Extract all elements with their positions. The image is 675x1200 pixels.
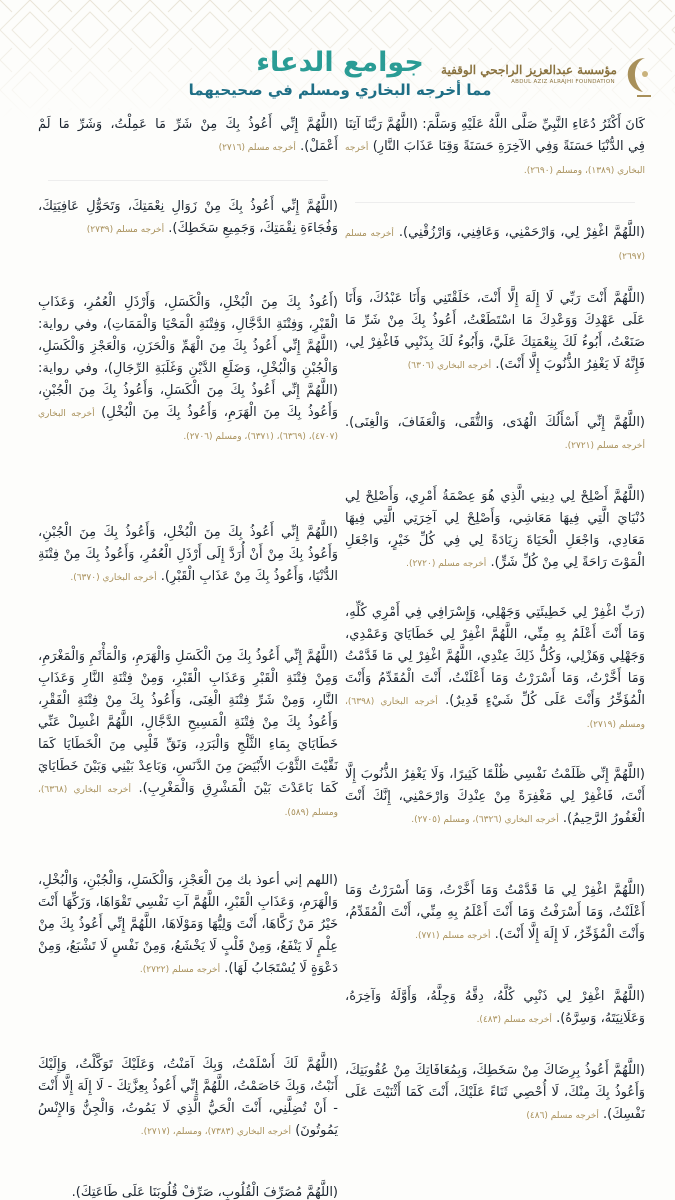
hadith-source: أخرجه البخاري (١٣٨٩)، ومسلم (٢٦٩٠). bbox=[345, 143, 645, 176]
dua-block bbox=[345, 114, 645, 202]
hadith-source: أخرجه البخاري (٦٣٢٦)، ومسلم (٢٧٠٥). bbox=[411, 815, 559, 825]
hadith-source: أخرجه البخاري (٦٣٧٠). bbox=[70, 573, 157, 583]
dua-block bbox=[38, 1176, 338, 1200]
dua-text: (اللهم إني أعوذ بك مِنَ الْعَجْزِ، وَالْكَسَلِ، وَالْجُبْنِ، وَالْبُخْلِ، وَالْهَرَمِ، وَعَذَابِ الْقَبْرِ، اللَّهُمَّ آتِ نَفْسِي تَقْوَاهَا، وَزَكِّهَا أَنْتَ خَيْرُ مَنْ زَكَّاهَا، أَنْتَ وَلِيُّهَا وَمَوْلَاهَا، اللَّهُمَّ إِنِّي أَعُوذُ بِكَ مِنْ عِلْمٍ لَا يَنْفَعُ، وَمِنْ قَلْبٍ لَا يَخْشَعُ، وَمِنْ نَفْسٍ لَا تَشْبَعُ، وَمِنْ دَعْوَةٍ لَا يُسْتَجَابُ لَهَا). bbox=[38, 873, 338, 976]
hadith-source: أخرجه مسلم (٢٧٢٠). bbox=[406, 559, 487, 569]
dua-text: كَانَ أَكْثَرُ دُعَاءِ النَّبِيِّ صَلَّى اللَّهُ عَلَيْهِ وَسَلَّمَ: (اللَّهُمَّ رَبَّنَا آتِنَا فِي الدُّنْيَا حَسَنَةً وَفِي الآخِرَةِ حَسَنَةً وَقِنَا عَذَابَ النَّارِ) bbox=[345, 117, 645, 154]
dua-text: (اللَّهُمَّ اغْفِرْ لِي، وَارْحَمْنِي، وَعَافِنِي، وَارْزُقْنِي). bbox=[398, 225, 645, 240]
dua-block bbox=[38, 512, 338, 634]
dua-block bbox=[38, 282, 338, 512]
dua-text: (رَبِّ اغْفِرْ لِي خَطِيئَتِي وَجَهْلِي، وَإِسْرَافِي فِي أَمْرِي كُلِّهِ، وَمَا أَنْتَ أَعْلَمُ بِهِ مِنِّي، اللَّهُمَّ اغْفِرْ لِي خَطَايَايَ وَعَمْدِي، وَجَهْلِي وَهَزْلِي، وَكُلُّ ذَلِكَ عِنْدِي، اللَّهُمَّ اغْفِرْ لِي مَا قَدَّمْتُ وَمَا أَخَّرْتُ، وَمَا أَسْرَرْتُ وَمَا أَعْلَنْتُ، أَنْتَ الْمُقَدِّمُ وَأَنْتَ الْمُؤَخِّرُ وَأَنْتَ عَلَى كُلِّ شَيْءٍ قَدِيرٌ). bbox=[345, 605, 645, 708]
dua-text: (اللَّهُمَّ أَنْتَ رَبِّي لَا إِلَهَ إِلَّا أَنْتَ، خَلَقْتَنِي وَأَنَا عَبْدُكَ، وَأَنَا عَلَى عَهْدِكَ وَوَعْدِكَ مَا اسْتَطَعْتُ، أَعُوذُ بِكَ مِنْ شَرِّ مَا صَنَعْتُ، أَبُوءُ لَكَ بِنِعْمَتِكَ عَلَيَّ، وَأَبُوءُ لَكَ بِذَنْبِي فَاغْفِرْ لِي، فَإِنَّهُ لَا يَغْفِرُ الذُّنُوبَ إِلَّا أَنْتَ). bbox=[345, 291, 645, 372]
hadith-source: أخرجه البخاري (٦٣٩٨)، ومسلم (٢٧١٩). bbox=[345, 697, 645, 730]
dua-text: (اللَّهُمَّ إِنِّي أَعُوذُ بِكَ مِنَ الْكَسَلِ وَالْهَرَمِ، وَالْمَأْثَمِ وَالْمَغْرَمِ، وَمِنْ فِتْنَةِ الْقَبْرِ وَعَذَابِ الْقَبْرِ، وَمِنْ فِتْنَةِ النَّارِ وَعَذَابِ النَّارِ، وَمِنْ شَرِّ فِتْنَةِ الْغِنَى، وَأَعُوذُ بِكَ مِنْ فِتْنَةِ الْفَقْرِ، وَأَعُوذُ بِكَ مِنْ فِتْنَةِ الْمَسِيحِ الدَّجَّالِ، اللَّهُمَّ اغْسِلْ عَنِّي خَطَايَايَ بِمَاءِ الثَّلْجِ وَالْبَرَدِ، وَنَقِّ قَلْبِي مِنَ الْخَطَايَا كَمَا نَقَّيْتَ الثَّوْبَ الأَبْيَضَ مِنَ الدَّنَسِ، وَبَاعِدْ بَيْنِي وَبَيْنَ خَطَايَايَ كَمَا بَاعَدْتَ بَيْنَ الْمَشْرِقِ وَالْمَغْرِبِ). bbox=[38, 649, 338, 796]
dua-block bbox=[38, 1044, 338, 1176]
hadith-source: أخرجه مسلم (٢٧٢١). bbox=[564, 441, 645, 451]
hadith-source: أخرجه مسلم (٤٨٦) bbox=[526, 1111, 599, 1121]
dua-text: (اللَّهُمَّ إِنِّي أَعُوذُ بِكَ مِنَ الْبُخْلِ، وَأَعُوذُ بِكَ مِنَ الْجُبْنِ، وَأَعُوذُ بِكَ مِنْ أَنْ أُرَدَّ إِلَى أَرْذَلِ الْعُمُرِ، وَأَعُوذُ بِكَ مِنْ فِتْنَةِ الدُّنْيَا، وَأَعُوذُ بِكَ مِنْ عَذَابِ الْقَبْرِ). bbox=[38, 525, 338, 584]
crescent-logo-icon bbox=[623, 52, 657, 100]
left-column bbox=[38, 114, 338, 1200]
dua-text: (اللَّهُمَّ أَصْلِحْ لِي دِينِي الَّذِي هُوَ عِصْمَةُ أَمْرِي، وَأَصْلِحْ لِي دُنْيَايَ الَّتِي فِيهَا مَعَاشِي، وَأَصْلِحْ لِي آخِرَتِي الَّتِي فِيهَا مَعَادِي، وَاجْعَلِ الْحَيَاةَ زِيَادَةً لِي فِي كُلِّ خَيْرٍ، وَاجْعَلِ الْمَوْتَ رَاحَةً لِي مِنْ كُلِّ شَرٍّ). bbox=[345, 489, 645, 570]
right-column bbox=[345, 114, 645, 1140]
dua-block bbox=[38, 634, 338, 852]
dua-block bbox=[345, 584, 645, 752]
logo-english-name: ABDUL AZIZ ALRAJHI FOUNDATION bbox=[511, 79, 615, 85]
dua-text: (اللَّهُمَّ اغْفِرْ لِي ذَنْبِي كُلَّهُ، دِقَّهُ وَجِلَّهُ، وَأَوَّلَهُ وَآخِرَهُ، وَعَلَانِيَتَهُ، وَسِرَّهُ). bbox=[345, 989, 645, 1026]
dua-block bbox=[38, 114, 338, 180]
dua-text: (اللَّهُمَّ أَعُوذُ بِرِضَاكَ مِنْ سَخَطِكَ، وَبِمُعَافَاتِكَ مِنْ عُقُوبَتِكَ، وَأَعُوذُ بِكَ مِنْكَ، لَا أُحْصِي ثَنَاءً عَلَيْكَ، أَنْتَ كَمَا أَثْنَيْتَ عَلَى نَفْسِكَ). bbox=[345, 1063, 645, 1122]
dua-block bbox=[345, 1052, 645, 1140]
hadith-source: أخرجه مسلم (٢٧١٦) bbox=[218, 143, 296, 153]
dua-block bbox=[345, 476, 645, 584]
logo-arabic-name: مؤسسة عبدالعزيز الراجحي الوقفية bbox=[441, 63, 617, 77]
dua-block bbox=[345, 972, 645, 1052]
dua-block bbox=[345, 204, 645, 278]
dua-block bbox=[345, 860, 645, 972]
hadith-source: أخرجه مسلم (٧٧١). bbox=[415, 931, 491, 941]
page-header bbox=[0, 0, 675, 110]
dua-text: (اللَّهُمَّ مُصَرِّفَ الْقُلُوبِ، صَرِّفْ قُلُوبَنَا عَلَى طَاعَتِكَ). bbox=[71, 1185, 338, 1200]
dua-text: (اللَّهُمَّ لَكَ أَسْلَمْتُ، وَبِكَ آمَنْتُ، وَعَلَيْكَ تَوَكَّلْتُ، وَإِلَيْكَ أَنَبْتُ، وَبِكَ خَاصَمْتُ، اللَّهُمَّ إِنِّي أَعُوذُ بِعِزَّتِكَ - لَا إِلَهَ إِلَّا أَنْتَ - أَنْ تُضِلَّنِي، أَنْتَ الْحَيُّ الَّذِي لَا يَمُوتُ، وَالْجِنُّ وَالإِنْسُ يَمُوتُونَ) bbox=[38, 1057, 338, 1138]
page-title: جوامع الدعاء bbox=[256, 47, 424, 78]
dua-block bbox=[345, 278, 645, 412]
dua-block bbox=[345, 412, 645, 476]
hadith-source: أخرجه مسلم (٤٨٣). bbox=[476, 1015, 552, 1025]
page-subtitle: مما أخرجه البخاري ومسلم في صحيحيهما bbox=[188, 81, 492, 99]
hadith-source: أخرجه مسلم (٢٦٩٧) bbox=[345, 229, 645, 262]
hadith-source: أخرجه مسلم (٢٧٣٩) bbox=[86, 225, 165, 235]
hadith-source: أخرجه البخاري (٦٣٠٦) bbox=[407, 361, 492, 371]
dua-block bbox=[38, 852, 338, 1044]
hadith-source: أخرجه مسلم (٢٧٢٢). bbox=[139, 965, 221, 975]
hadith-source: أخرجه البخاري (٦٣٦٨)، ومسلم (٥٨٩). bbox=[38, 785, 338, 818]
dua-text: (اللَّهُمَّ إِنِّي ظَلَمْتُ نَفْسِي ظُلْمًا كَثِيرًا، وَلَا يَغْفِرُ الذُّنُوبَ إِلَّا أَنْتَ، فَاغْفِرْ لِي مَغْفِرَةً مِنْ عِنْدِكَ وَارْحَمْنِي، إِنَّكَ أَنْتَ الْغَفُورُ الرَّحِيمُ). bbox=[345, 767, 645, 826]
dua-text: (اللَّهُمَّ إِنِّي أَعُوذُ بِكَ مِنْ زَوَالِ نِعْمَتِكَ، وَتَحَوُّلِ عَافِيَتِكَ، وَفُجَاءَةِ نِقْمَتِكَ، وَجَمِيعِ سَخَطِكَ). bbox=[38, 199, 338, 236]
hadith-source: أخرجه البخاري (٤٧٠٧)، (٦٣٦٩)، (٦٣٧١)، ومسلم (٢٧٠٦). bbox=[38, 409, 338, 442]
dua-text: (اللَّهُمَّ اغْفِرْ لِي مَا قَدَّمْتُ وَمَا أَخَّرْتُ، وَمَا أَسْرَرْتُ وَمَا أَعْلَنْتُ، وَمَا أَسْرَفْتُ وَمَا أَنْتَ أَعْلَمُ بِهِ مِنِّي، أَنْتَ الْمُقَدِّمُ، وَأَنْتَ الْمُؤَخِّرُ، لَا إِلَهَ إِلَّا أَنْتَ). bbox=[345, 883, 645, 942]
dua-block bbox=[345, 752, 645, 860]
hadith-source: أخرجه البخاري (٧٣٨٣)، ومسلم، (٢٧١٧). bbox=[140, 1127, 292, 1137]
dua-text: (اللَّهُمَّ إِنِّي أَعُوذُ بِكَ مِنْ شَرِّ مَا عَمِلْتُ، وَشَرِّ مَا لَمْ أَعْمَلْ). bbox=[38, 117, 338, 154]
dua-block bbox=[38, 182, 338, 282]
dua-text: (اللَّهُمَّ إِنِّي أَسْأَلُكَ الْهُدَى، وَالتُّقَى، وَالْعَفَافَ، وَالْغِنَى). bbox=[345, 415, 645, 430]
dua-text: (أَعُوذُ بِكَ مِنَ الْبُخْلِ، وَالْكَسَلِ، وَأَرْذَلِ الْعُمُرِ، وَعَذَابِ الْقَبْرِ، وَفِتْنَةِ الدَّجَّالِ، وَفِتْنَةِ الْمَحْيَا وَالْمَمَاتِ)، وفي رواية: (اللَّهُمَّ إِنِّي أَعُوذُ بِكَ مِنَ الْهَمِّ وَالْحَزَنِ، وَالْعَجْزِ وَالْكَسَلِ، وَالْجُبْنِ وَالْبُخْلِ، وَضَلَعِ الدَّيْنِ وَغَلَبَةِ الرِّجَالِ)، وفي رواية: (اللَّهُمَّ إِنِّي أَعُوذُ بِكَ مِنَ الْكَسَلِ، وَأَعُوذُ بِكَ مِنَ الْجُبْنِ، وَأَعُوذُ بِكَ مِنَ الْهَرَمِ، وَأَعُوذُ بِكَ مِنَ الْبُخْلِ) bbox=[38, 295, 338, 420]
